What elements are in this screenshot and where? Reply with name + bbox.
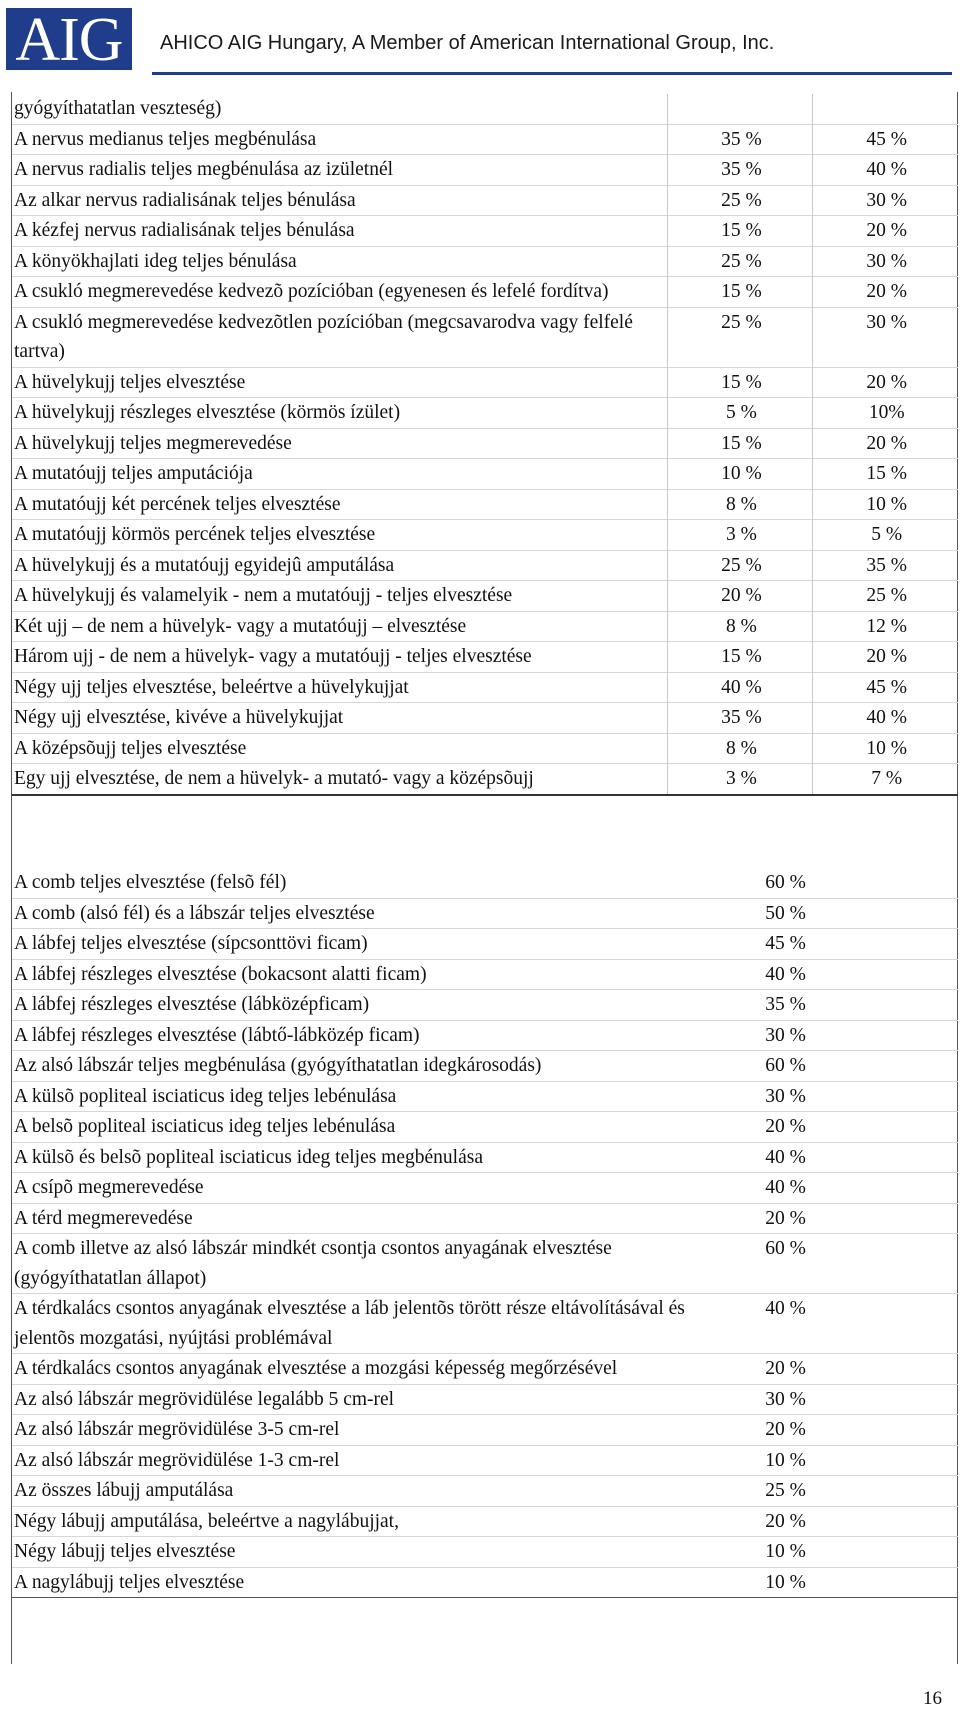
empty-cell [857, 1112, 958, 1143]
row-label: Az alsó lábszár megrövidülése legalább 5 cm-rel [14, 1388, 395, 1410]
empty-cell [857, 1537, 958, 1568]
table-row [12, 124, 958, 155]
row-label: A comb (alsó fél) és a lábszár teljes elvesztése [14, 902, 375, 924]
empty-cell [857, 1173, 958, 1204]
row-label: Négy lábujj amputálása, beleértve a nagylábujjat, [14, 1510, 399, 1532]
row-max-percent: 20 % [813, 277, 958, 308]
row-label: A könyökhajlati ideg teljes bénulása [14, 250, 297, 272]
row-min-percent: 15 % [668, 367, 813, 398]
row-max-percent: 25 % [813, 581, 958, 612]
row-label: A hüvelykujj és valamelyik - nem a mutatóujj - teljes elvesztése [14, 585, 513, 606]
table-row [12, 581, 958, 612]
row-percent: 30 % [765, 1388, 806, 1410]
row-label: A comb teljes elvesztése (felsõ fél) [14, 872, 287, 893]
empty-cell [857, 1081, 958, 1112]
row-min-percent: 20 % [668, 581, 813, 612]
empty-cell [857, 868, 958, 898]
row-label: Az alkar nervus radialisának teljes bénulása [14, 189, 356, 211]
table-row [12, 367, 958, 398]
table-row [12, 733, 958, 764]
row-percent: 10 % [765, 1571, 806, 1593]
row-label: A külsõ popliteal isciaticus ideg teljes lebénulása [14, 1085, 397, 1107]
row-percent: 20 % [765, 1358, 806, 1379]
table-row [12, 246, 958, 277]
table-row [12, 1384, 958, 1415]
empty-cell [857, 1506, 958, 1537]
row-min-percent: 25 % [668, 550, 813, 581]
empty-cell [857, 898, 958, 929]
row-max-percent: 10% [813, 398, 958, 429]
row-min-percent: 10 % [668, 459, 813, 490]
row-percent: 10 % [765, 1541, 806, 1562]
row-percent: 45 % [765, 933, 806, 954]
table-row [12, 990, 958, 1021]
table-row [12, 185, 958, 216]
lower-limb-table [12, 868, 958, 1598]
table-row [12, 1051, 958, 1082]
row-max-percent: 20 % [813, 216, 958, 247]
row-label: A hüvelykujj teljes elvesztése [14, 371, 246, 393]
empty-cell [857, 1203, 958, 1234]
row-percent: 30 % [765, 1024, 806, 1046]
row-label: Az alsó lábszár megrövidülése 3-5 cm-rel [14, 1419, 340, 1440]
row-percent: 20 % [765, 1116, 806, 1137]
table-row [12, 959, 958, 990]
row-label: A mutatóujj körmös percének teljes elvesztése [14, 524, 376, 545]
row-max-percent: 40 % [813, 155, 958, 186]
table-row [12, 1173, 958, 1204]
table-row [12, 1537, 958, 1568]
table-row [12, 94, 958, 124]
empty-cell [857, 1051, 958, 1082]
row-max-percent [813, 94, 958, 124]
row-min-percent: 5 % [668, 398, 813, 429]
row-label: Az alsó lábszár teljes megbénulása (gyógyíthatatlan idegkárosodás) [14, 1055, 542, 1076]
table-row [12, 1112, 958, 1143]
row-max-percent: 30 % [813, 307, 958, 367]
table-row [12, 1294, 958, 1354]
row-min-percent: 15 % [668, 216, 813, 247]
row-max-percent: 40 % [813, 703, 958, 734]
row-max-percent: 35 % [813, 550, 958, 581]
row-label: A térdkalács csontos anyagának elvesztése a mozgási képesség megőrzésével [14, 1358, 618, 1379]
row-max-percent: 20 % [813, 642, 958, 673]
row-label: A lábfej részleges elvesztése (lábtő-lábközép ficam) [14, 1024, 420, 1046]
empty-cell [857, 1415, 958, 1446]
row-max-percent: 15 % [813, 459, 958, 490]
row-label: Három ujj - de nem a hüvelyk- vagy a mutatóujj - teljes elvesztése [14, 646, 532, 667]
row-max-percent: 10 % [813, 489, 958, 520]
table-row [12, 929, 958, 960]
row-max-percent: 12 % [813, 611, 958, 642]
row-percent: 50 % [765, 902, 806, 924]
empty-cell [857, 1354, 958, 1385]
row-label: A hüvelykujj és a mutatóujj egyidejû amputálása [14, 554, 395, 576]
row-label: A nagylábujj teljes elvesztése [14, 1571, 245, 1593]
row-percent: 20 % [765, 1419, 806, 1440]
table-row [12, 1415, 958, 1446]
row-min-percent: 25 % [668, 307, 813, 367]
empty-cell [857, 1020, 958, 1051]
empty-cell [857, 1142, 958, 1173]
row-label: Négy ujj teljes elvesztése, beleértve a hüvelykujjat [14, 676, 409, 698]
empty-cell [857, 990, 958, 1021]
row-label: A térd megmerevedése [14, 1207, 193, 1229]
empty-cell [857, 1476, 958, 1507]
table-row [12, 1020, 958, 1051]
row-min-percent: 25 % [668, 185, 813, 216]
company-name: AHICO AIG Hungary, A Member of American International Group, Inc. [160, 32, 775, 54]
row-percent: 10 % [765, 1449, 806, 1471]
table-row [12, 1506, 958, 1537]
row-label: A középsõujj teljes elvesztése [14, 737, 247, 759]
row-min-percent: 15 % [668, 428, 813, 459]
table-row [12, 703, 958, 734]
row-label: Négy lábujj teljes elvesztése [14, 1541, 236, 1562]
row-max-percent: 10 % [813, 733, 958, 764]
row-label: A csípõ megmerevedése [14, 1177, 204, 1198]
table-row [12, 1354, 958, 1385]
row-min-percent: 3 % [668, 520, 813, 551]
table-row [12, 277, 958, 308]
table-row [12, 428, 958, 459]
row-label: A nervus radialis teljes megbénulása az izületnél [14, 159, 394, 180]
row-max-percent: 45 % [813, 124, 958, 155]
row-label: A lábfej részleges elvesztése (bokacsont alatti ficam) [14, 963, 427, 985]
empty-cell [857, 1234, 958, 1294]
row-percent: 40 % [765, 963, 806, 985]
row-min-percent: 8 % [668, 733, 813, 764]
row-percent: 35 % [765, 994, 806, 1015]
table-row [12, 398, 958, 429]
table-row [12, 1142, 958, 1173]
page-number: 16 [923, 1688, 942, 1709]
row-label: A mutatóujj teljes amputációja [14, 463, 253, 484]
table-row [12, 550, 958, 581]
table-row [12, 1203, 958, 1234]
row-label: A csukló megmerevedése kedvezõtlen pozícióban (megcsavarodva vagy felfelé tartva) [14, 311, 633, 362]
row-label: A kézfej nervus radialisának teljes bénulása [14, 220, 355, 241]
row-label: Két ujj – de nem a hüvelyk- vagy a mutatóujj – elvesztése [14, 615, 467, 637]
empty-cell [857, 1384, 958, 1415]
header-rule [152, 72, 952, 75]
row-percent: 20 % [765, 1510, 806, 1532]
row-label: A nervus medianus teljes megbénulása [14, 128, 317, 150]
row-min-percent: 15 % [668, 277, 813, 308]
table-row [12, 611, 958, 642]
row-percent: 40 % [765, 1146, 806, 1168]
empty-cell [857, 959, 958, 990]
row-max-percent: 30 % [813, 185, 958, 216]
row-percent: 60 % [765, 1055, 806, 1076]
row-label: A külsõ és belsõ popliteal isciaticus ideg teljes megbénulása [14, 1146, 483, 1168]
row-min-percent: 35 % [668, 155, 813, 186]
table-row [12, 764, 958, 795]
row-label: Az alsó lábszár megrövidülése 1-3 cm-rel [14, 1449, 340, 1471]
table-row [12, 155, 958, 186]
row-min-percent: 3 % [668, 764, 813, 795]
row-min-percent: 35 % [668, 124, 813, 155]
table-row [12, 868, 958, 898]
table-row [12, 1567, 958, 1598]
table-row [12, 1081, 958, 1112]
row-max-percent: 45 % [813, 672, 958, 703]
row-percent: 60 % [765, 872, 806, 893]
row-max-percent: 30 % [813, 246, 958, 277]
empty-cell [857, 1445, 958, 1476]
row-label: A belsõ popliteal isciaticus ideg teljes lebénulása [14, 1116, 396, 1137]
row-label: A lábfej teljes elvesztése (sípcsonttövi ficam) [14, 933, 368, 954]
row-min-percent: 8 % [668, 611, 813, 642]
table-row [12, 459, 958, 490]
row-percent: 30 % [765, 1085, 806, 1107]
row-label: gyógyíthatatlan veszteség) [14, 98, 222, 119]
row-min-percent: 25 % [668, 246, 813, 277]
table-row [12, 216, 958, 247]
row-percent: 25 % [765, 1480, 806, 1501]
empty-cell [857, 929, 958, 960]
row-label: A mutatóujj két percének teljes elvesztése [14, 493, 341, 515]
table-row [12, 307, 958, 367]
row-percent: 40 % [765, 1298, 806, 1319]
row-label: A csukló megmerevedése kedvezõ pozícióban (egyenesen és lefelé fordítva) [14, 281, 609, 302]
row-max-percent: 5 % [813, 520, 958, 551]
row-label: A comb illetve az alsó lábszár mindkét csontja csontos anyagának elvesztése (gyógyíthatatlan állapot) [14, 1238, 612, 1289]
row-min-percent [668, 94, 813, 124]
table-row [12, 642, 958, 673]
row-min-percent: 15 % [668, 642, 813, 673]
row-percent: 60 % [765, 1238, 806, 1259]
table-row [12, 1476, 958, 1507]
table-row [12, 489, 958, 520]
table-row [12, 1234, 958, 1294]
row-max-percent: 20 % [813, 367, 958, 398]
row-max-percent: 7 % [813, 764, 958, 795]
row-label: Egy ujj elvesztése, de nem a hüvelyk- a mutató- vagy a középsõujj [14, 768, 534, 789]
page-header [0, 0, 960, 78]
empty-cell [857, 1294, 958, 1354]
table-row [12, 520, 958, 551]
table-row [12, 898, 958, 929]
aig-logo: AIG [6, 8, 132, 70]
row-label: Az összes lábujj amputálása [14, 1480, 234, 1501]
table-row [12, 672, 958, 703]
empty-cell [857, 1567, 958, 1598]
row-percent: 20 % [765, 1207, 806, 1229]
row-min-percent: 35 % [668, 703, 813, 734]
row-label: A térdkalács csontos anyagának elvesztése a láb jelentõs törött része eltávolításával és jelentõs mozgatási, nyújtási problémával [14, 1298, 685, 1349]
row-min-percent: 8 % [668, 489, 813, 520]
row-min-percent: 40 % [668, 672, 813, 703]
row-label: Négy ujj elvesztése, kivéve a hüvelykujjat [14, 707, 344, 728]
upper-limb-table [12, 94, 958, 796]
row-percent: 40 % [765, 1177, 806, 1198]
table-row [12, 1445, 958, 1476]
row-label: A lábfej részleges elvesztése (lábközépficam) [14, 994, 370, 1015]
row-label: A hüvelykujj részleges elvesztése (körmös ízület) [14, 402, 401, 423]
row-label: A hüvelykujj teljes megmerevedése [14, 432, 292, 454]
row-max-percent: 20 % [813, 428, 958, 459]
